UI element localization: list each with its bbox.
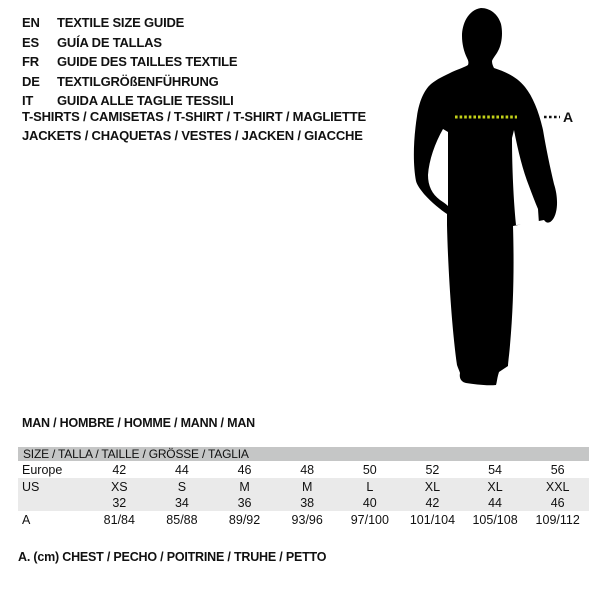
size-cell: M <box>301 479 313 494</box>
size-cell: 42 <box>112 462 127 477</box>
size-cell: XL <box>487 479 503 494</box>
size-cell: 105/108 <box>472 513 518 527</box>
language-title: TEXTILGRÖßENFÜHRUNG <box>57 73 219 89</box>
table-row-us <box>18 478 589 495</box>
size-cell: 109/112 <box>535 513 580 527</box>
size-cell: 52 <box>425 462 440 477</box>
man-silhouette <box>414 8 557 385</box>
size-cell: 56 <box>550 462 565 477</box>
size-cell: 38 <box>300 496 315 510</box>
size-cell: 89/92 <box>228 513 261 527</box>
size-cell: 46 <box>550 496 565 510</box>
size-cell: L <box>366 479 374 494</box>
measurement-footnote: A. (cm) CHEST / PECHO / POITRINE / TRUHE / PETTO <box>18 550 327 564</box>
size-cell: 85/88 <box>166 513 198 527</box>
language-code: FR <box>22 54 39 69</box>
size-cell: 97/100 <box>350 513 389 527</box>
size-cell: 50 <box>362 462 377 477</box>
size-cell: 36 <box>237 496 252 510</box>
size-table-header: SIZE / TALLA / TAILLE / GRÖSSE / TAGLIA <box>18 447 589 461</box>
language-code: EN <box>22 15 40 30</box>
size-cell: M <box>239 479 250 494</box>
size-cell: XL <box>424 479 441 494</box>
language-title: GUIDE DES TAILLES TEXTILE <box>57 54 238 69</box>
size-cell: 46 <box>237 462 252 477</box>
row-label: A <box>22 513 31 527</box>
man-silhouette-figure <box>410 0 600 405</box>
garment-categories <box>22 107 366 145</box>
section-title-man: MAN / HOMBRE / HOMME / MANN / MAN <box>22 416 255 430</box>
row-label: US <box>22 479 40 494</box>
size-cell: 34 <box>174 496 189 510</box>
language-code: DE <box>22 73 40 89</box>
language-code: IT <box>22 93 34 108</box>
size-cell: 44 <box>488 496 503 510</box>
size-cell: 93/96 <box>291 513 323 527</box>
measure-label-a: A <box>563 109 574 125</box>
size-cell: XXL <box>545 479 570 494</box>
table-row-europe <box>18 461 589 478</box>
size-cell: 40 <box>362 496 377 510</box>
size-table <box>18 447 589 529</box>
table-row-us-numeric <box>18 495 589 511</box>
size-cell: 44 <box>174 462 189 477</box>
language-row <box>22 52 237 72</box>
language-row <box>22 13 237 33</box>
size-cell: 101/104 <box>409 513 456 527</box>
language-title: GUIDA ALLE TAGLIE TESSILI <box>57 93 234 108</box>
size-cell: S <box>177 479 187 494</box>
size-cell: XS <box>110 479 128 494</box>
size-cell: 32 <box>112 496 127 510</box>
category-line-jackets: JACKETS / CHAQUETAS / VESTES / JACKEN / GIACCHE <box>22 128 363 143</box>
language-row <box>22 72 237 92</box>
size-cell: 42 <box>425 496 440 510</box>
row-label: Europe <box>22 462 63 477</box>
size-cell: 54 <box>488 462 503 477</box>
size-cell: 81/84 <box>103 513 135 527</box>
table-row-chest-cm <box>18 511 589 529</box>
language-title-list <box>22 13 237 111</box>
category-line-tshirts: T-SHIRTS / CAMISETAS / T-SHIRT / T-SHIRT / MAGLIETTE <box>22 109 366 124</box>
language-row <box>22 33 237 53</box>
size-cell: 48 <box>300 462 315 477</box>
language-code: ES <box>22 34 39 50</box>
language-title: GUÍA DE TALLAS <box>57 34 162 50</box>
language-title: TEXTILE SIZE GUIDE <box>57 15 185 30</box>
